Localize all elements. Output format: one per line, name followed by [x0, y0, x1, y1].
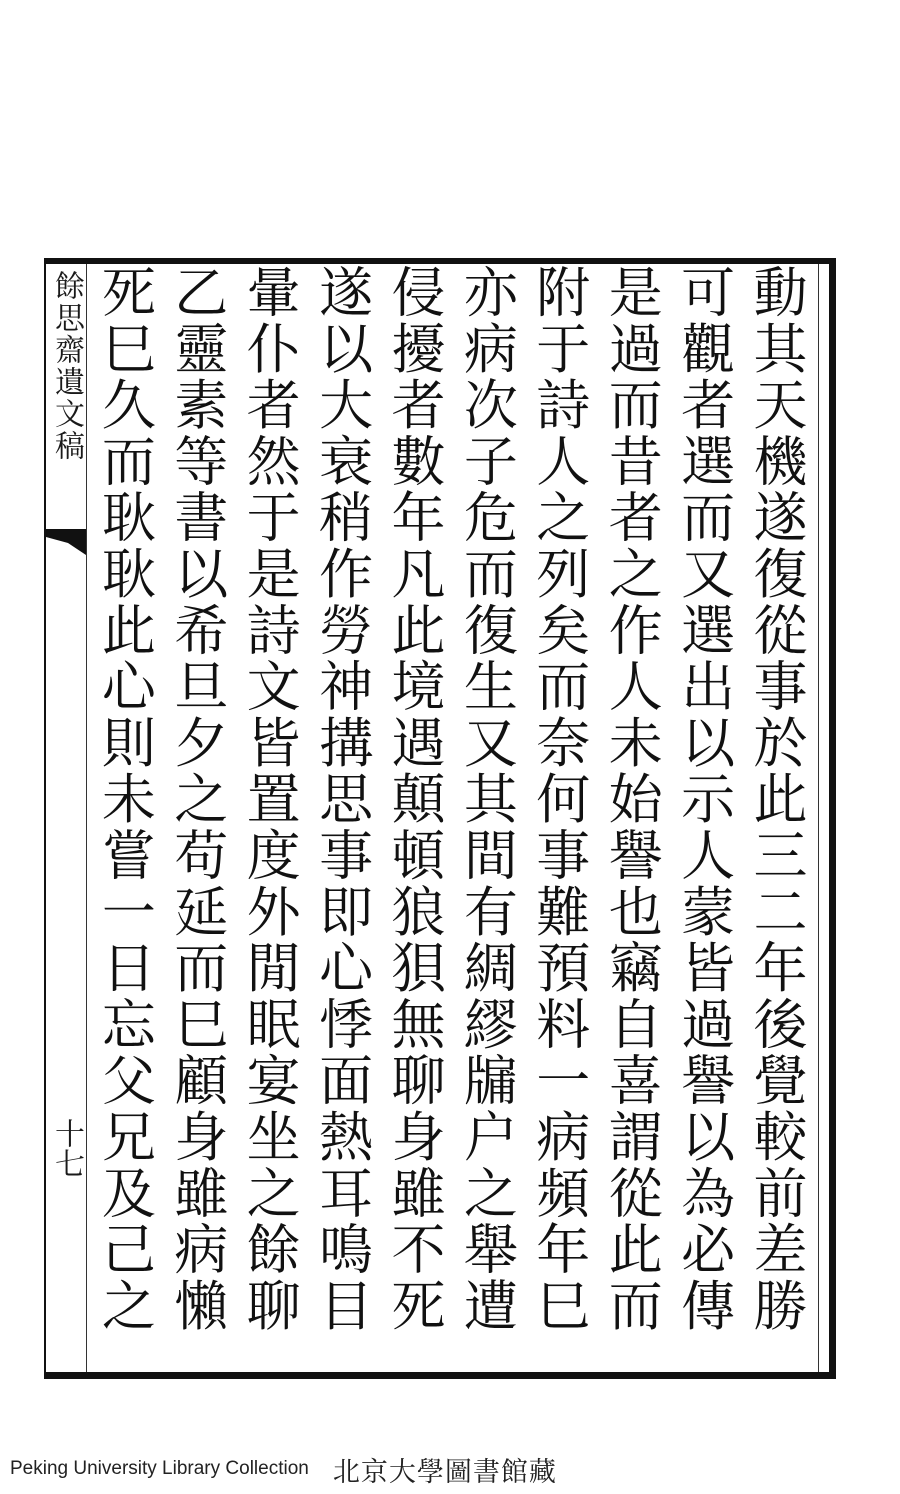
text-column: 附于詩人之列矣而奈何事難預料一病頻年巳	[527, 264, 591, 1334]
text-column: 死巳久而耿耿此心則未嘗一日忘父兄及己之	[93, 264, 157, 1334]
margin-page-number: 十七	[49, 1118, 84, 1178]
frame-right-border	[829, 258, 836, 1379]
text-column: 可觀者選而又選出以示人蒙皆過譽以為必傳	[672, 264, 736, 1334]
text-column: 暈仆者然于是詩文皆置度外閒眠宴坐之餘聊	[238, 264, 302, 1334]
text-column: 是過而昔者之作人未始譽也竊自喜謂從此而	[600, 264, 664, 1334]
collection-credit-english: Peking University Library Collection	[10, 1458, 309, 1479]
frame-bottom-border	[44, 1372, 836, 1379]
margin-divider-line	[86, 264, 87, 1372]
text-column: 動其天機遂復從事於此三二年後覺較前差勝	[745, 264, 808, 1334]
text-column: 遂以大衰稍作勞神搆思事即心悸面熱耳鳴目	[310, 264, 374, 1334]
collection-credit-chinese: 北京大學圖書館藏	[332, 1456, 557, 1488]
text-column: 侵擾者數年凡此境遇顛頓狼狽無聊身雖不死	[382, 264, 446, 1334]
text-column: 乙靈素等書以希旦夕之苟延而巳顧身雖病懶	[165, 264, 229, 1334]
text-column: 亦病次子危而復生又其間有綢繆牖户之舉遭	[455, 264, 519, 1334]
collection-credit	[10, 1452, 557, 1486]
text-columns	[92, 262, 816, 1368]
fishtail-mark-icon	[46, 525, 86, 561]
frame-left-border	[44, 258, 46, 1379]
margin-book-title: 餘思齋遺文稿	[49, 270, 84, 462]
right-inner-rule	[818, 264, 819, 1372]
